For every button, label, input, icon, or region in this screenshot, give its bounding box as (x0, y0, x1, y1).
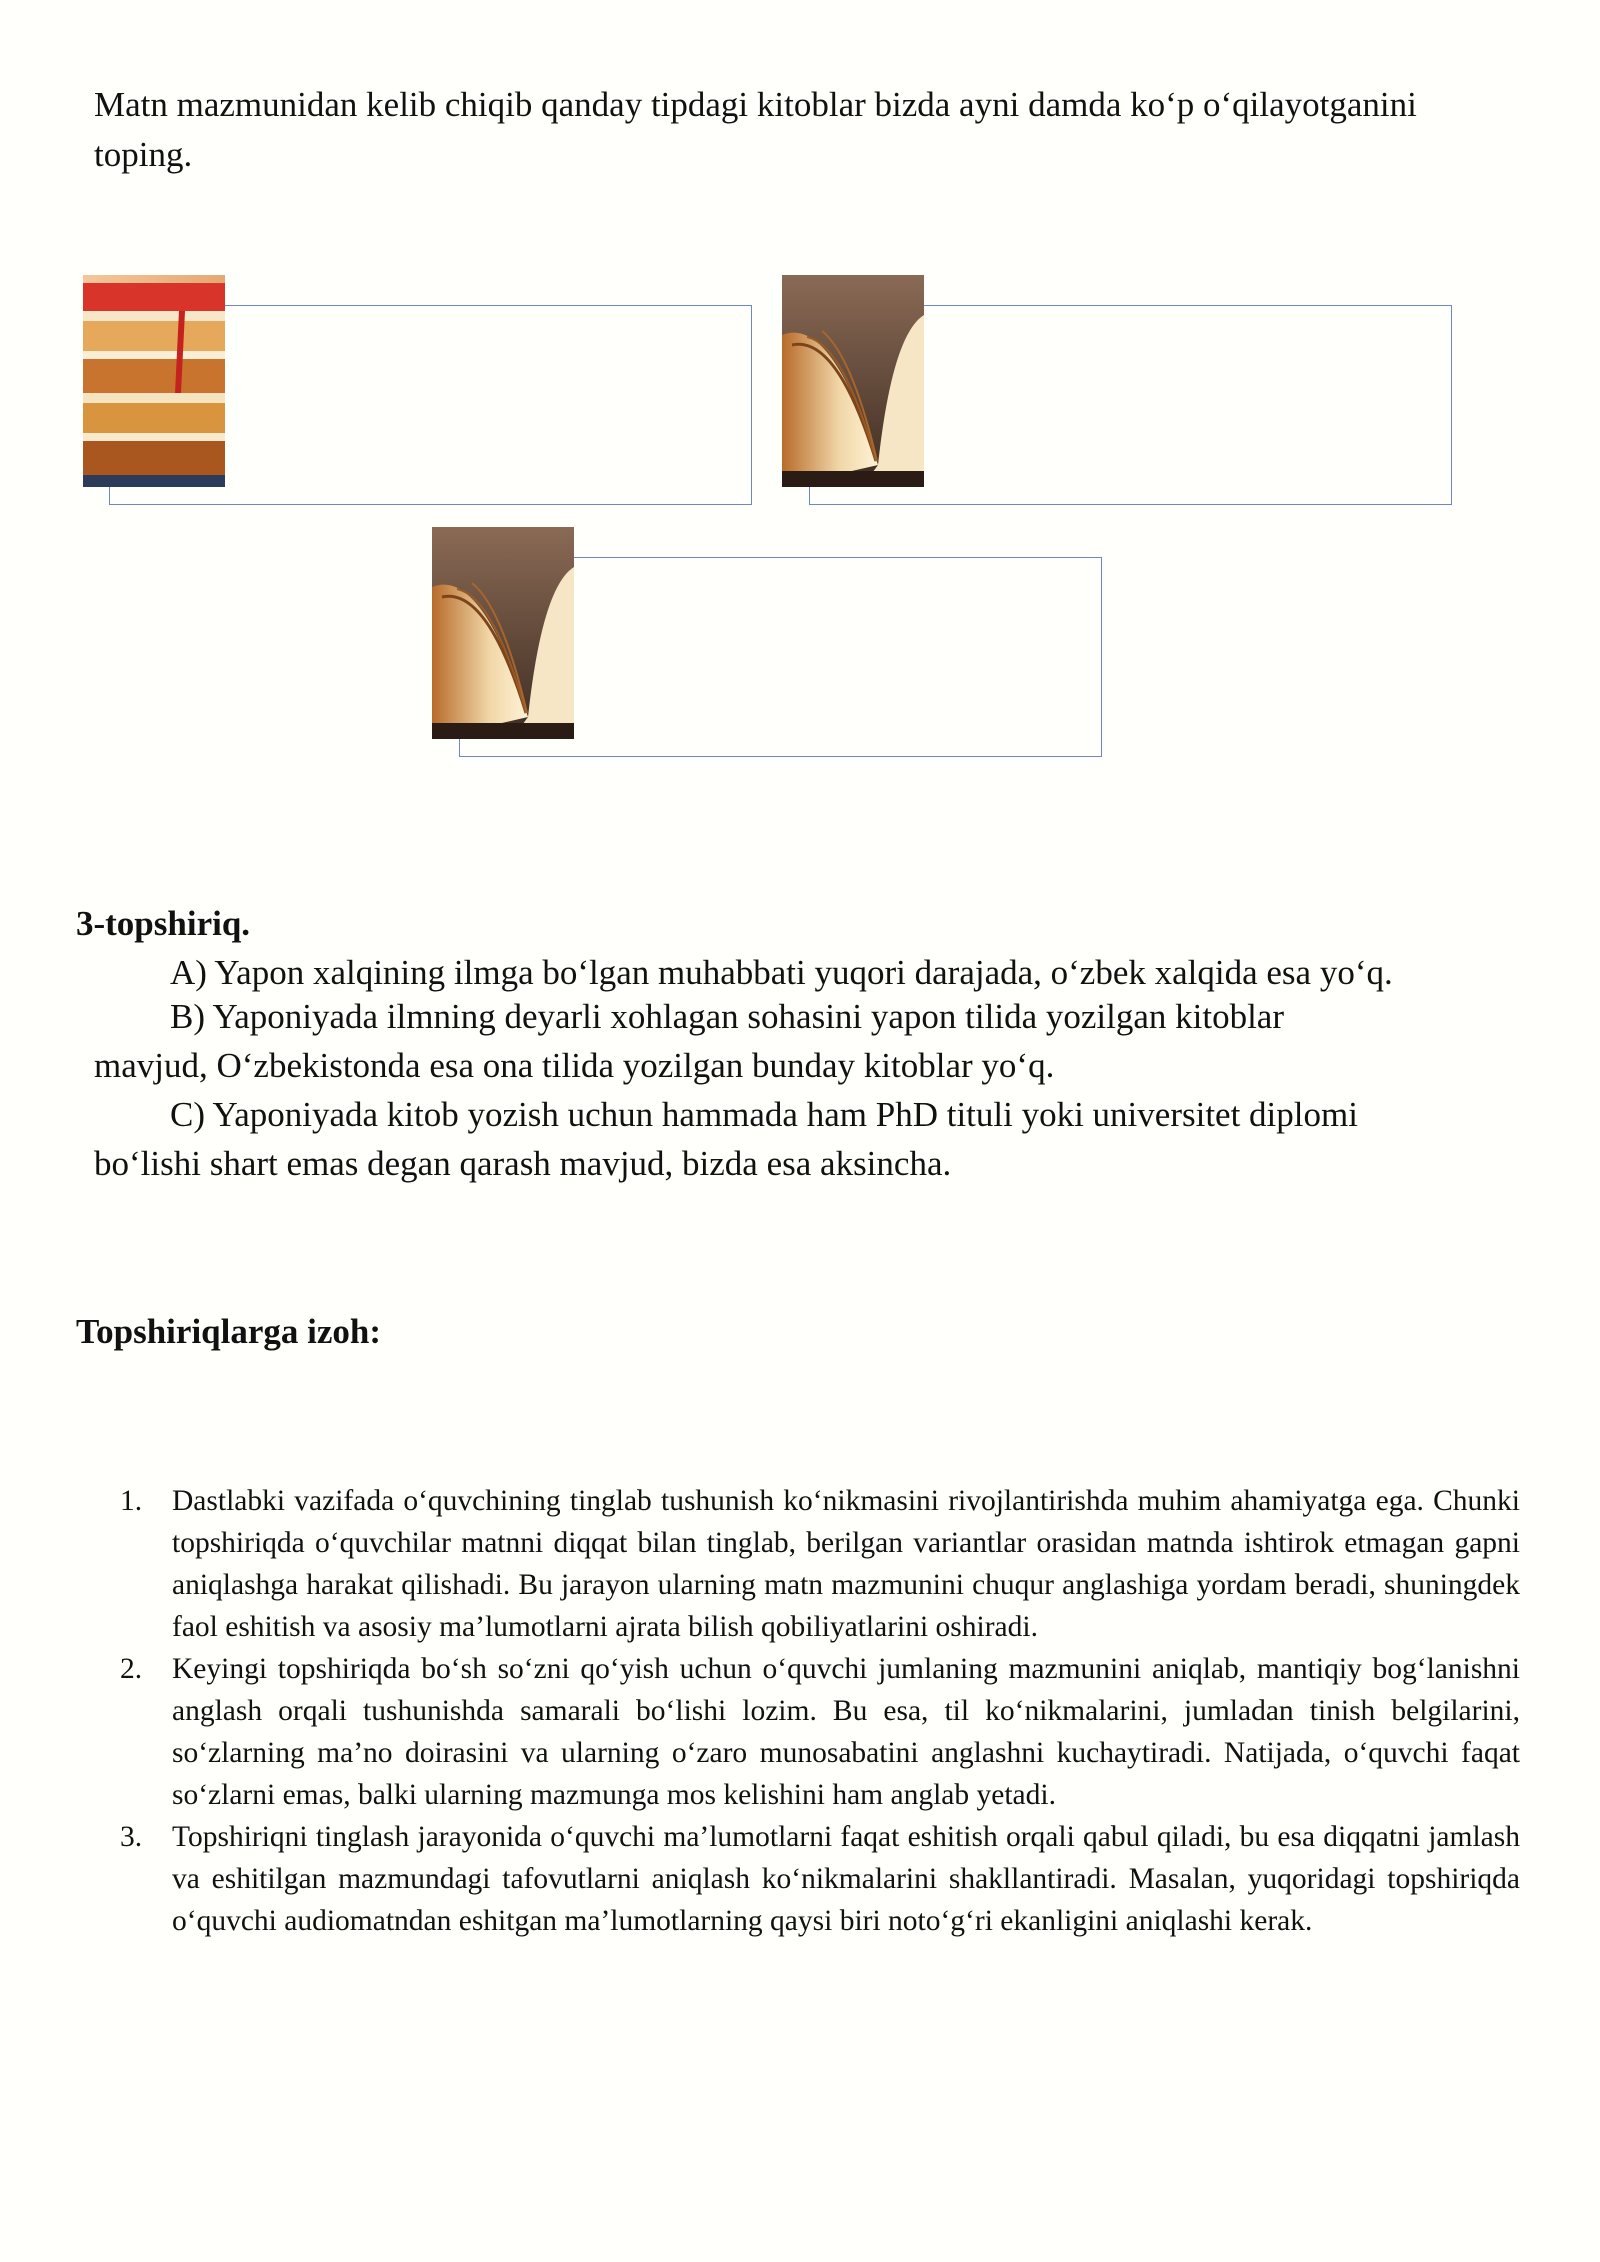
note-text: Dastlabki vazifada o‘quvchining tinglab tushunish ko‘nikmasini rivojlantirishda muhim ahamiyatga ega. Chunki topshiriqda o‘quvchilar matnni diqqat bilan tinglab, berilgan variantlar orasidan matnda ishtirok etmagan gapni aniqlashga harakat qilishadi. Bu jarayon ularning matn mazmunini chuqur anglashiga yordam beradi, shuningdek faol eshitish va asosiy ma’lumotlarni ajrata bilish qobiliyatlarini oshiradi. (172, 1485, 1520, 1643)
note-text: Topshiriqni tinglash jarayonida o‘quvchi ma’lumotlarni faqat eshitish orqali qabul qiladi, bu esa diqqatni jamlash va eshitilgan mazmundagi tafovutlarni aniqlash ko‘nikmalarini shakllantiradi. Masalan, yuqoridagi topshiriqda o‘quvchi audiomatndan eshitgan ma’lumotlarning qaysi biri noto‘g‘ri ekanligini aniqlashi kerak. (172, 1821, 1520, 1937)
note-item-1 (120, 1480, 1520, 1648)
intro-line-1: Matn mazmunidan kelib chiqib qanday tipdagi kitoblar bizda ayni damda ko‘p o‘qilayotganini (94, 85, 1417, 124)
option-b-line-1: B) Yaponiyada ilmning deyarli xohlagan sohasini yapon tilida yozilgan kitoblar (170, 997, 1284, 1036)
note-text: Keyingi topshiriqda bo‘sh so‘zni qo‘yish uchun o‘quvchi jumlaning mazmunini aniqlab, mantiqiy bog‘lanishni anglash orqali tushunishda samarali bo‘lishi lozim. Bu esa, til ko‘nikmalarini, jumladan tinish belgilarini, so‘zlarning ma’no doirasini va ularning o‘zaro munosabatini anglashni kuchaytiradi. Natijada, o‘quvchi faqat so‘zlarni emas, balki ularning mazmunga mos kelishini ham anglab yetadi. (172, 1653, 1520, 1811)
note-number: 3. (120, 1821, 143, 1853)
option-b-line-2: mavjud, O‘zbekistonda esa ona tilida yozilgan bunday kitoblar yo‘q. (94, 1046, 1055, 1085)
option-c-line-1: C) Yaponiyada kitob yozish uchun hammada ham PhD tituli yoki universitet diplomi (170, 1095, 1358, 1134)
note-number: 2. (120, 1653, 143, 1685)
note-item-2 (120, 1648, 1520, 1816)
open-book-image (782, 275, 924, 487)
notes-title: Topshiriqlarga izoh: (76, 1312, 382, 1351)
option-a: A) Yapon xalqining ilmga bo‘lgan muhabbati yuqori darajada, o‘zbek xalqida esa yo‘q. (170, 953, 1393, 992)
stacked-books-image (83, 275, 225, 487)
option-c-line-2: bo‘lishi shart emas degan qarash mavjud, bizda esa aksincha. (94, 1144, 952, 1183)
intro-line-2: toping. (94, 135, 193, 174)
open-book-image (432, 527, 574, 739)
note-number: 1. (120, 1485, 143, 1517)
intro-instruction (94, 80, 1514, 180)
task-3-title: 3-topshiriq. (76, 904, 251, 943)
notes-list (120, 1480, 1520, 1942)
note-item-3 (120, 1816, 1520, 1942)
